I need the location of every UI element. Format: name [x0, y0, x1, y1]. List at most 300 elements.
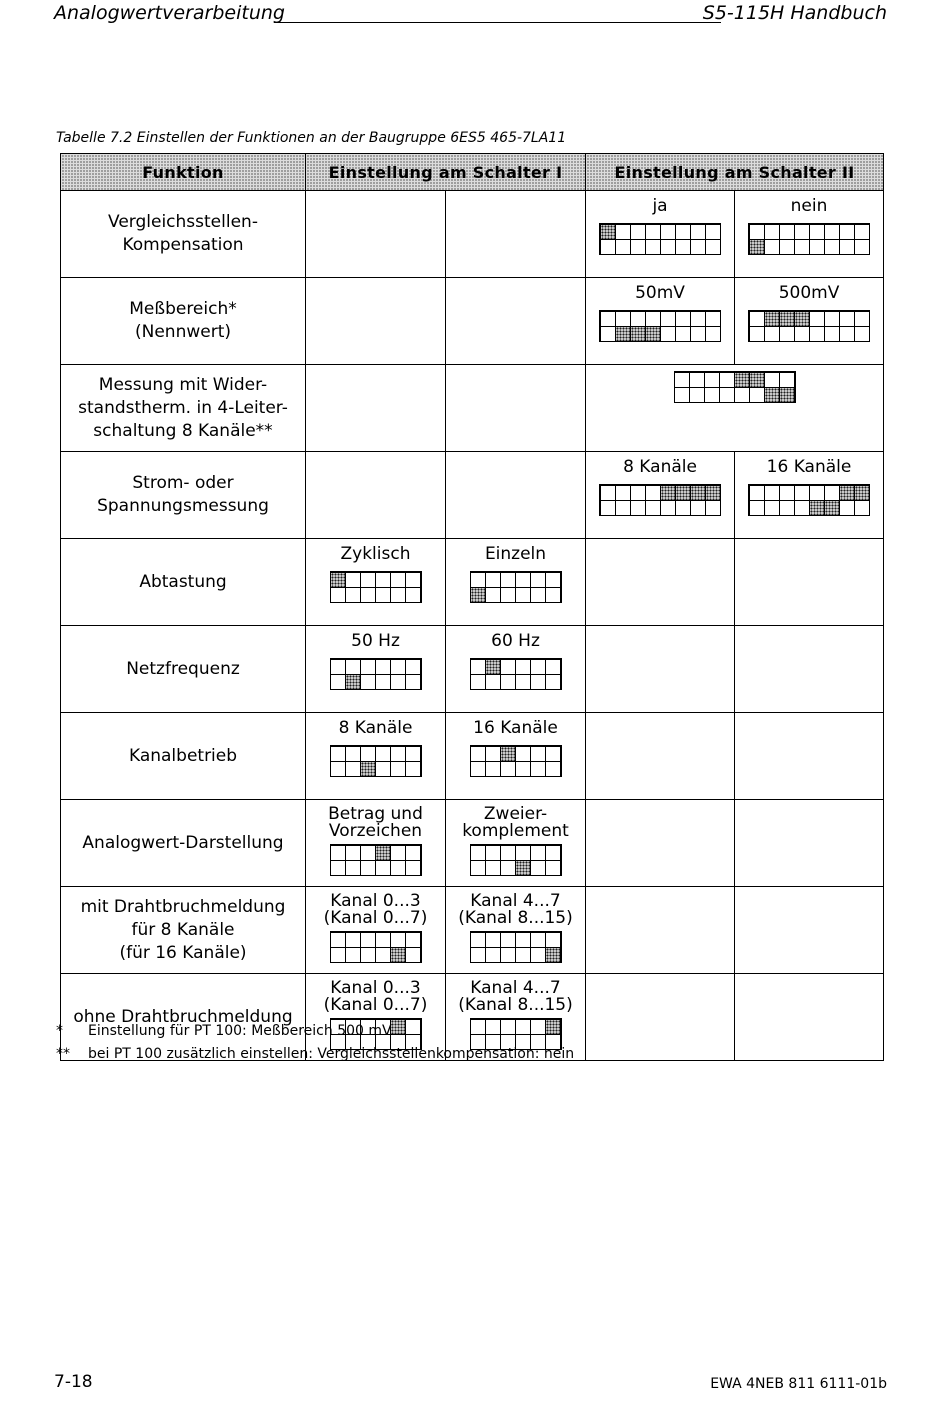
switch-cell — [375, 572, 391, 588]
table-header-row — [61, 154, 884, 191]
option-cell: 500mV — [735, 278, 884, 365]
switch-cell — [390, 572, 406, 588]
switch-cell — [675, 239, 691, 255]
switch-cell — [675, 224, 691, 240]
switch-cell — [375, 932, 391, 948]
function-cell: Meßbereich* (Nennwert) — [61, 278, 306, 365]
switch-cell — [645, 500, 661, 516]
switch-cell — [690, 500, 706, 516]
switch-cell — [660, 326, 676, 342]
switch-cell — [674, 372, 690, 388]
table-row — [61, 800, 884, 887]
switch-cell — [645, 224, 661, 240]
option-cell: Einzeln — [446, 539, 586, 626]
dip-switch — [330, 844, 422, 876]
switch-cell — [345, 761, 361, 777]
dip-switch — [599, 310, 721, 342]
switch-cell — [779, 311, 795, 327]
switch-cell — [405, 947, 421, 963]
switch-cell — [705, 239, 721, 255]
switch-cell — [690, 311, 706, 327]
switch-cell — [824, 485, 840, 501]
function-cell: Messung mit Wider- standstherm. in 4-Leiter- schaltung 8 Kanäle** — [61, 365, 306, 452]
switch-cell — [360, 947, 376, 963]
dip-switch — [599, 223, 721, 255]
footnote: * Einstellung für PT 100: Meßbereich 500 mV — [56, 1023, 392, 1039]
empty-cell — [446, 452, 586, 539]
switch-cell — [500, 674, 516, 690]
switch-cell — [749, 500, 765, 516]
switch-cell — [749, 326, 765, 342]
switch-cell — [600, 485, 616, 501]
switch-cell — [615, 311, 631, 327]
switch-cell — [660, 224, 676, 240]
switch-cell — [360, 845, 376, 861]
switch-cell — [779, 387, 795, 403]
switch-cell — [854, 224, 870, 240]
switch-cell — [689, 372, 705, 388]
switch-cell — [500, 947, 516, 963]
table-row — [61, 278, 884, 365]
settings-table — [60, 153, 884, 1061]
switch-cell — [485, 587, 501, 603]
empty-cell — [735, 713, 884, 800]
switch-cell — [794, 224, 810, 240]
switch-cell — [809, 311, 825, 327]
switch-cell — [500, 659, 516, 675]
switch-cell — [630, 311, 646, 327]
switch-cell — [645, 485, 661, 501]
switch-cell — [689, 387, 705, 403]
switch-cell — [345, 947, 361, 963]
switch-cell — [375, 674, 391, 690]
switch-cell — [854, 485, 870, 501]
switch-cell — [794, 239, 810, 255]
switch-cell — [779, 326, 795, 342]
dip-switch — [599, 484, 721, 516]
switch-cell — [405, 845, 421, 861]
switch-cell — [645, 326, 661, 342]
switch-cell — [734, 387, 750, 403]
option-cell: ja — [586, 191, 735, 278]
empty-cell — [735, 800, 884, 887]
option-cell: Zweier- komplement — [446, 800, 586, 887]
switch-cell — [330, 932, 346, 948]
table-row — [61, 365, 884, 452]
dip-switch — [470, 745, 562, 777]
switch-cell — [330, 845, 346, 861]
switch-cell — [705, 485, 721, 501]
table-row — [61, 887, 884, 974]
switch-cell — [794, 311, 810, 327]
switch-cell — [515, 932, 531, 948]
switch-cell — [330, 674, 346, 690]
switch-cell — [779, 485, 795, 501]
option-cell: 8 Kanäle — [306, 713, 446, 800]
switch-cell — [545, 659, 561, 675]
switch-cell — [675, 311, 691, 327]
switch-cell — [545, 947, 561, 963]
dip-switch — [748, 223, 870, 255]
switch-cell — [515, 572, 531, 588]
dip-switch — [674, 371, 796, 403]
empty-cell — [735, 626, 884, 713]
switch-cell — [470, 572, 486, 588]
switch-cell — [779, 372, 795, 388]
switch-cell — [794, 326, 810, 342]
switch-cell — [545, 587, 561, 603]
switch-cell — [390, 932, 406, 948]
switch-cell — [345, 860, 361, 876]
switch-cell — [674, 387, 690, 403]
switch-cell — [824, 224, 840, 240]
switch-cell — [630, 485, 646, 501]
switch-cell — [530, 659, 546, 675]
header-title: Analogwertverarbeitung — [54, 2, 285, 24]
switch-cell — [675, 326, 691, 342]
option-cell: 50mV — [586, 278, 735, 365]
function-cell: Kanalbetrieb — [61, 713, 306, 800]
switch-cell — [630, 326, 646, 342]
switch-cell — [360, 860, 376, 876]
switch-cell — [600, 326, 616, 342]
switch-cell — [764, 326, 780, 342]
dip-switch — [748, 484, 870, 516]
switch-cell — [515, 845, 531, 861]
switch-cell — [675, 500, 691, 516]
empty-cell — [446, 365, 586, 452]
switch-cell — [405, 659, 421, 675]
dip-switch — [470, 658, 562, 690]
switch-cell — [390, 845, 406, 861]
option-cell: Kanal 0...3 (Kanal 0...7) — [306, 974, 446, 1061]
switch-cell — [375, 659, 391, 675]
switch-cell — [630, 500, 646, 516]
switch-cell — [405, 674, 421, 690]
empty-cell — [735, 539, 884, 626]
switch-cell — [470, 746, 486, 762]
switch-cell — [630, 239, 646, 255]
switch-cell — [545, 932, 561, 948]
switch-cell — [530, 674, 546, 690]
switch-cell — [600, 239, 616, 255]
switch-cell — [360, 587, 376, 603]
header-manual: S5-115H Handbuch — [702, 2, 887, 24]
switch-cell — [530, 587, 546, 603]
empty-cell — [586, 800, 735, 887]
switch-cell — [360, 746, 376, 762]
option-cell: Betrag und Vorzeichen — [306, 800, 446, 887]
switch-cell — [515, 587, 531, 603]
switch-cell — [375, 845, 391, 861]
switch-cell — [470, 845, 486, 861]
switch-cell — [515, 746, 531, 762]
switch-cell — [545, 746, 561, 762]
switch-cell — [530, 572, 546, 588]
switch-cell — [330, 659, 346, 675]
table-row — [61, 713, 884, 800]
header-schalter-2: Einstellung am Schalter II — [586, 154, 884, 191]
empty-cell — [306, 191, 446, 278]
switch-cell — [749, 485, 765, 501]
function-cell: mit Drahtbruchmeldung für 8 Kanäle (für 16 Kanäle) — [61, 887, 306, 974]
dip-switch — [470, 931, 562, 963]
footnote: ** bei PT 100 zusätzlich einstellen: Vergleichsstellenkompensation: nein — [56, 1046, 575, 1062]
switch-cell — [515, 761, 531, 777]
switch-cell — [470, 659, 486, 675]
empty-cell — [446, 191, 586, 278]
empty-cell — [586, 974, 735, 1061]
switch-cell — [485, 761, 501, 777]
switch-cell — [345, 572, 361, 588]
switch-cell — [500, 587, 516, 603]
switch-cell — [749, 311, 765, 327]
switch-cell — [470, 947, 486, 963]
function-cell: Vergleichsstellen- Kompensation — [61, 191, 306, 278]
switch-cell — [660, 239, 676, 255]
switch-cell — [749, 387, 765, 403]
option-cell: 8 Kanäle — [586, 452, 735, 539]
switch-cell — [390, 746, 406, 762]
switch-cell — [839, 485, 855, 501]
function-cell: Netzfrequenz — [61, 626, 306, 713]
switch-cell — [749, 239, 765, 255]
switch-cell — [470, 761, 486, 777]
empty-cell — [735, 887, 884, 974]
switch-cell — [545, 674, 561, 690]
switch-cell — [600, 311, 616, 327]
option-cell: Kanal 4...7 (Kanal 8...15) — [446, 974, 586, 1061]
switch-cell — [345, 587, 361, 603]
table-row — [61, 626, 884, 713]
option-cell: nein — [735, 191, 884, 278]
switch-cell — [485, 746, 501, 762]
switch-cell — [530, 947, 546, 963]
empty-cell — [306, 452, 446, 539]
switch-cell — [405, 572, 421, 588]
switch-cell — [719, 372, 735, 388]
switch-cell — [824, 311, 840, 327]
switch-cell — [405, 746, 421, 762]
switch-cell — [405, 761, 421, 777]
switch-cell — [809, 239, 825, 255]
switch-cell — [615, 239, 631, 255]
switch-cell — [405, 860, 421, 876]
dip-switch — [470, 844, 562, 876]
switch-cell — [345, 932, 361, 948]
switch-cell — [764, 311, 780, 327]
option-cell: Zyklisch — [306, 539, 446, 626]
table-row — [61, 452, 884, 539]
switch-cell — [500, 845, 516, 861]
switch-cell — [839, 500, 855, 516]
switch-cell — [660, 485, 676, 501]
switch-cell — [690, 239, 706, 255]
switch-cell — [779, 239, 795, 255]
switch-cell — [854, 500, 870, 516]
switch-cell — [515, 860, 531, 876]
switch-cell — [824, 500, 840, 516]
switch-cell — [615, 224, 631, 240]
switch-cell — [360, 572, 376, 588]
switch-cell — [645, 239, 661, 255]
page-number: 7-18 — [54, 1372, 93, 1392]
switch-cell — [600, 500, 616, 516]
switch-cell — [375, 947, 391, 963]
switch-cell — [809, 224, 825, 240]
switch-cell — [615, 326, 631, 342]
switch-cell — [734, 372, 750, 388]
switch-cell — [545, 860, 561, 876]
switch-cell — [704, 372, 720, 388]
switch-cell — [764, 372, 780, 388]
option-cell: 50 Hz — [306, 626, 446, 713]
switch-cell — [390, 587, 406, 603]
switch-cell — [705, 224, 721, 240]
switch-cell — [615, 500, 631, 516]
switch-cell — [390, 860, 406, 876]
dip-switch — [330, 745, 422, 777]
switch-cell — [330, 860, 346, 876]
switch-cell — [764, 500, 780, 516]
document-number: EWA 4NEB 811 6111-01b — [710, 1376, 887, 1392]
switch-cell — [375, 761, 391, 777]
function-cell: Analogwert-Darstellung — [61, 800, 306, 887]
switch-cell — [375, 587, 391, 603]
header-schalter-1: Einstellung am Schalter I — [306, 154, 586, 191]
switch-cell — [749, 372, 765, 388]
switch-cell — [485, 659, 501, 675]
switch-cell — [470, 674, 486, 690]
empty-cell — [586, 626, 735, 713]
switch-cell — [330, 947, 346, 963]
switch-cell — [330, 746, 346, 762]
switch-cell — [839, 311, 855, 327]
switch-cell — [405, 932, 421, 948]
empty-cell — [446, 278, 586, 365]
header-funktion: Funktion — [61, 154, 306, 191]
dip-switch — [748, 310, 870, 342]
switch-cell — [390, 947, 406, 963]
switch-cell — [500, 932, 516, 948]
switch-cell — [809, 500, 825, 516]
switch-cell — [375, 746, 391, 762]
empty-cell — [735, 974, 884, 1061]
function-cell: Abtastung — [61, 539, 306, 626]
empty-cell — [306, 365, 446, 452]
switch-cell — [764, 224, 780, 240]
switch-cell — [779, 224, 795, 240]
switch-cell — [390, 659, 406, 675]
switch-cell — [500, 746, 516, 762]
switch-cell — [345, 746, 361, 762]
switch-cell — [530, 932, 546, 948]
switch-cell — [545, 572, 561, 588]
switch-cell — [330, 587, 346, 603]
switch-cell — [345, 674, 361, 690]
switch-cell — [839, 224, 855, 240]
switch-cell — [764, 387, 780, 403]
switch-cell — [809, 326, 825, 342]
switch-cell — [705, 326, 721, 342]
switch-cell — [615, 485, 631, 501]
switch-cell — [600, 224, 616, 240]
empty-cell — [306, 278, 446, 365]
switch-cell — [690, 224, 706, 240]
switch-cell — [660, 311, 676, 327]
option-cell — [586, 365, 884, 452]
switch-cell — [485, 860, 501, 876]
switch-cell — [675, 485, 691, 501]
switch-cell — [854, 239, 870, 255]
empty-cell — [586, 539, 735, 626]
dip-switch — [330, 658, 422, 690]
switch-cell — [690, 326, 706, 342]
option-cell: 16 Kanäle — [446, 713, 586, 800]
switch-cell — [839, 239, 855, 255]
switch-cell — [390, 674, 406, 690]
switch-cell — [794, 500, 810, 516]
switch-cell — [360, 932, 376, 948]
switch-cell — [705, 500, 721, 516]
dip-switch — [330, 571, 422, 603]
switch-cell — [470, 587, 486, 603]
switch-cell — [824, 239, 840, 255]
switch-cell — [330, 572, 346, 588]
option-cell: Kanal 0...3 (Kanal 0...7) — [306, 887, 446, 974]
switch-cell — [749, 224, 765, 240]
switch-cell — [515, 947, 531, 963]
switch-cell — [704, 387, 720, 403]
switch-cell — [500, 860, 516, 876]
switch-cell — [545, 761, 561, 777]
header-rule — [274, 22, 721, 23]
switch-cell — [530, 860, 546, 876]
switch-cell — [360, 761, 376, 777]
switch-cell — [390, 761, 406, 777]
switch-cell — [545, 845, 561, 861]
empty-cell — [586, 713, 735, 800]
dip-switch — [330, 931, 422, 963]
switch-cell — [530, 845, 546, 861]
switch-cell — [405, 587, 421, 603]
switch-cell — [470, 932, 486, 948]
function-cell: Strom- oder Spannungsmessung — [61, 452, 306, 539]
switch-cell — [330, 761, 346, 777]
switch-cell — [485, 572, 501, 588]
switch-cell — [515, 674, 531, 690]
switch-cell — [764, 485, 780, 501]
switch-cell — [690, 485, 706, 501]
switch-cell — [375, 860, 391, 876]
switch-cell — [345, 659, 361, 675]
switch-cell — [839, 326, 855, 342]
switch-cell — [485, 845, 501, 861]
option-cell: Kanal 4...7 (Kanal 8...15) — [446, 887, 586, 974]
switch-cell — [530, 761, 546, 777]
switch-cell — [485, 932, 501, 948]
switch-cell — [705, 311, 721, 327]
switch-cell — [645, 311, 661, 327]
switch-cell — [660, 500, 676, 516]
switch-cell — [360, 659, 376, 675]
switch-cell — [345, 845, 361, 861]
switch-cell — [854, 326, 870, 342]
switch-cell — [630, 224, 646, 240]
footnotes — [56, 1020, 574, 1066]
switch-cell — [470, 860, 486, 876]
switch-cell — [809, 485, 825, 501]
